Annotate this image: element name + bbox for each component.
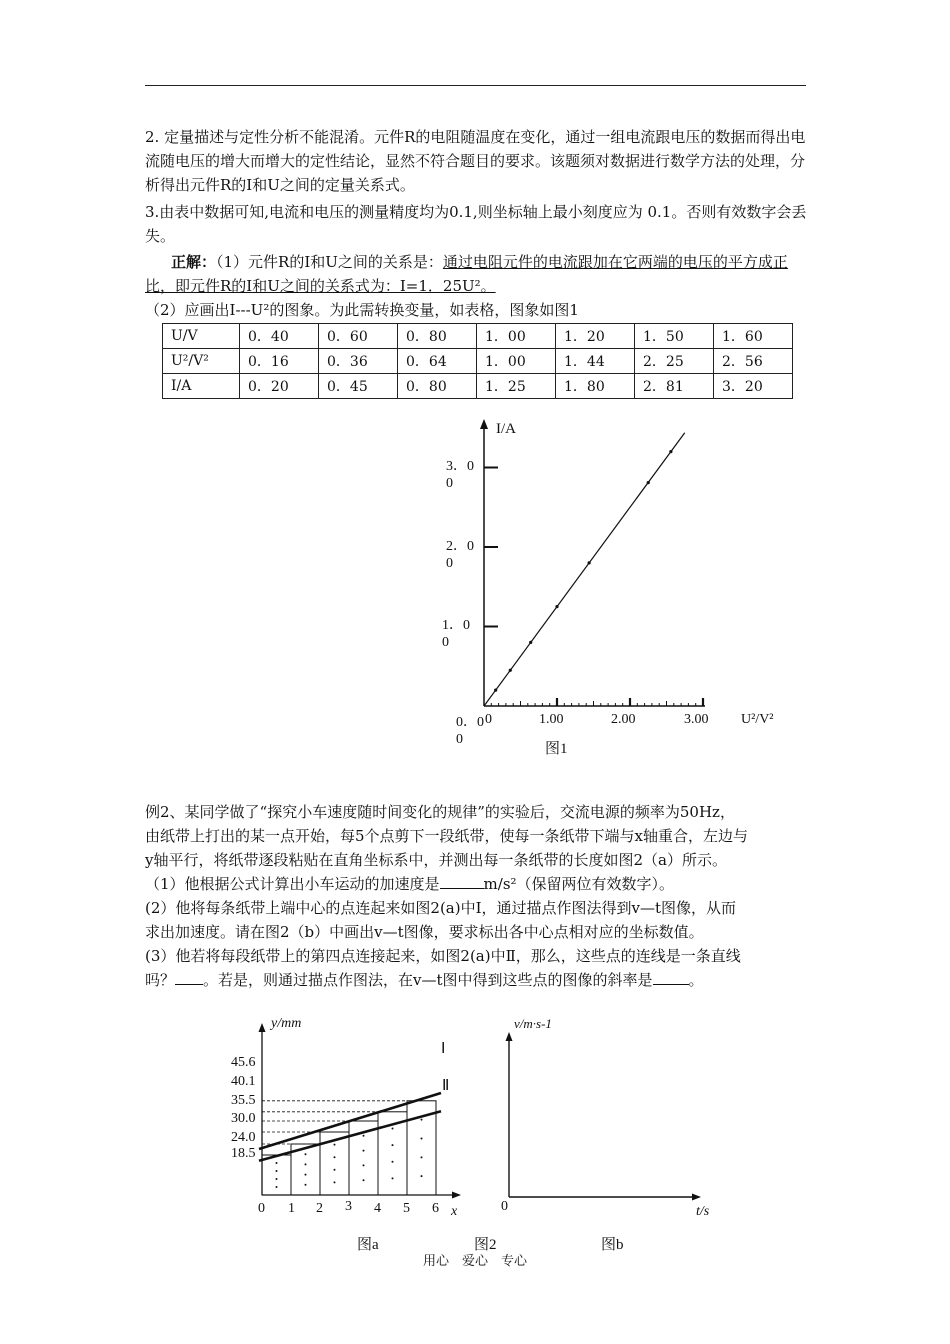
analysis-point-2-text: 2. 定量描述与定性分析不能混淆。元件R的电阻随温度在变化，通过一组电流跟电压的数据而得出电流随电压的增大而增大的定性结论，显然不符合题目的要求。该题须对数据进行数学方法的处理，分析得出元件R的I和U之间的定量关系式。 [145, 128, 806, 194]
figure-1-fit-line [484, 433, 685, 706]
figure-2a-line-1 [259, 1093, 441, 1149]
table-cell: 2．56 [714, 349, 793, 374]
table-cell: 0．80 [398, 374, 477, 399]
analysis-point-2 [145, 125, 810, 197]
question-3-blank-2[interactable] [653, 970, 689, 985]
figure-2a-tape-dot [334, 1156, 336, 1158]
figure-2a-y-tick-30-0: 30.0 [231, 1111, 256, 1126]
figure-2a-drawing [259, 1023, 462, 1199]
figure-2a-tape-dot [421, 1119, 423, 1121]
table-row-header: I/A [163, 374, 240, 399]
analysis-point-3-text: 3.由表中数据可知,电流和电压的测量精度均为0.1,则坐标轴上最小刻度应为 0.1。否则有效数字会丢失。 [145, 203, 807, 245]
figure-1-data-point [529, 641, 532, 644]
table-cell: 0．36 [319, 349, 398, 374]
figure-1-data-point [669, 450, 672, 453]
figure-2a-line-label-1: Ⅰ [441, 1041, 446, 1057]
figure-2b-caption: 图b [601, 1237, 624, 1253]
example-2-line-2: 由纸带上打出的某一点开始，每5个点剪下一段纸带，使每一条纸带下端与x轴重合，左边与 [145, 827, 749, 845]
figure-1-fit-line-segment [484, 433, 685, 706]
question-3-blank-1[interactable] [175, 970, 203, 985]
example-2-line-1: 例2、某同学做了“探究小车速度随时间变化的规律”的实验后，交流电源的频率为50Hz， [145, 803, 735, 821]
table-cell: 2．81 [635, 374, 714, 399]
question-1-blank[interactable] [440, 874, 484, 889]
figure-2a-tape-strip [262, 1155, 291, 1195]
solution-part-2 [145, 298, 810, 322]
figure-2a-tape-dot [421, 1137, 423, 1139]
figure-1-y-tick-1: 1．0 0 [442, 618, 470, 650]
solution-part-2-text: （2）应画出I---U²的图象。为此需转换变量，如表格，图象如图1 [145, 301, 579, 319]
header-rule [145, 85, 806, 86]
figure-2a-x-tick-6: 6 [432, 1201, 439, 1216]
figure-2a-tape-dot [392, 1127, 394, 1129]
figure-2b-chart [495, 1030, 715, 1210]
figure-2a-x-tick-4: 4 [374, 1201, 381, 1216]
table-cell: 0．40 [240, 324, 319, 349]
question-3-text-b: 。若是，则通过描点作图法，在v—t图中得到这些点的图像的斜率是 [203, 971, 653, 989]
table-cell: 0．16 [240, 349, 319, 374]
figure-1-x-tick-1: 1.00 [539, 712, 564, 727]
question-2-line-2: 求出加速度。请在图2（b）中画出v—t图像，要求标出各中心点相对应的坐标数值。 [145, 923, 704, 941]
table-row [163, 349, 793, 374]
table-cell: 3．20 [714, 374, 793, 399]
figure-2a-chart [225, 1015, 475, 1225]
solution-part-1-prefix: （1）元件R的I和U之间的关系是： [216, 253, 443, 271]
table-cell: 0．20 [240, 374, 319, 399]
figure-2a-tape-dot [392, 1161, 394, 1163]
table-cell: 0．60 [319, 324, 398, 349]
figure-2a-x-tick-5: 5 [403, 1201, 410, 1216]
figure-1-chart [430, 415, 800, 760]
table-cell: 1．00 [477, 349, 556, 374]
figure-1-y-arrow [480, 419, 488, 429]
figure-2a-x-label: x [451, 1204, 458, 1219]
figure-2a-y-arrow [259, 1023, 266, 1032]
figure-2a-tape-dot [276, 1162, 278, 1164]
solution-part-1-answer: 通过电阻元件的电流跟加在它两端的电压的平方成正比，即元件R的I和U之间的关系式为：I=1．25U²。 [145, 253, 788, 295]
question-3-line-1: (3）他若将每段纸带上的第四点连接起来，如图2(a)中Ⅱ，那么，这些点的连线是一条直线 [145, 947, 741, 965]
question-1-text: （1）他根据公式计算出小车运动的加速度是 [145, 875, 440, 893]
figure-2a-caption: 图a [357, 1237, 379, 1253]
question-3-text-a: 吗？ [145, 971, 176, 989]
question-3-text-c: 。 [688, 971, 704, 989]
figure-2a-tape-dot [392, 1177, 394, 1179]
figure-1-axes [480, 419, 705, 706]
question-1 [145, 872, 815, 896]
table-row [163, 324, 793, 349]
figure-2a-tape-dot [363, 1135, 365, 1137]
table-cell: 2．25 [635, 349, 714, 374]
table-cell: 1．50 [635, 324, 714, 349]
example-2-line-3: y轴平行，将纸带逐段粘贴在直角坐标系中，并测出每一条纸带的长度如图2（a）所示。 [145, 851, 727, 869]
figure-2a-line-2 [259, 1111, 441, 1161]
figure-2a-x-tick-3: 3 [345, 1199, 352, 1214]
figure-2a-tape-dot [392, 1144, 394, 1146]
figure-2a-y-tick-35-5: 35.5 [231, 1093, 256, 1108]
figure-2b-y-arrow [506, 1032, 513, 1041]
figure-1-data-point [494, 689, 497, 692]
figure-2a-y-tick-45-6: 45.6 [231, 1055, 256, 1070]
figure-2a-tape-dot [363, 1164, 365, 1166]
figure-1-data-point [647, 481, 650, 484]
table-row-header: U/V [163, 324, 240, 349]
figure-2a-tape-dot [276, 1178, 278, 1180]
figure-2b-origin-label: 0 [501, 1199, 508, 1214]
figure-2a-tape-dot [305, 1174, 307, 1176]
question-1-unit: m/s²（保留两位有效数字）。 [483, 875, 675, 893]
table-cell: 1．44 [556, 349, 635, 374]
table-cell: 1．25 [477, 374, 556, 399]
figure-2a-x-arrow [452, 1192, 461, 1199]
figure-2a-tape-dot [276, 1186, 278, 1188]
figure-1-data-point [509, 669, 512, 672]
figure-1-y-tick-2: 2．0 0 [446, 539, 474, 571]
figure-1-x-label: U²/V² [741, 712, 774, 727]
table-cell: 1．60 [714, 324, 793, 349]
figure-2a-tape-dot [305, 1184, 307, 1186]
figure-2a-tape-dot [421, 1156, 423, 1158]
figure-1-x-tick-2: 2.00 [611, 712, 636, 727]
figure-2a-tape-dot [363, 1179, 365, 1181]
table-cell: 1．80 [556, 374, 635, 399]
solution-label: 正解： [171, 253, 217, 271]
analysis-point-3 [145, 200, 810, 248]
figure-1-caption: 图1 [545, 741, 568, 757]
figure-1-data-point [555, 605, 558, 608]
figure-2a-y-tick-40-1: 40.1 [231, 1074, 256, 1089]
data-table [162, 323, 793, 399]
table-row-header: U²/V² [163, 349, 240, 374]
figure-2a-x-tick-1: 1 [288, 1201, 295, 1216]
figure-2a-y-tick-18-5: 18.5 [231, 1146, 256, 1161]
question-3-line-2 [145, 968, 815, 992]
figure-2a-tape-dot [305, 1163, 307, 1165]
table-cell: 1．00 [477, 324, 556, 349]
solution-part-1 [145, 250, 810, 298]
figure-2a-tape-dot [305, 1153, 307, 1155]
footer-text: 用心 爱心 专心 [423, 1253, 528, 1268]
figure-2a-y-label: y/mm [271, 1016, 302, 1031]
figure-2a-y-tick-24-0: 24.0 [231, 1130, 256, 1145]
figure-1-x-tick-0: 0 [485, 712, 492, 727]
figure-2a-tape-dot [334, 1181, 336, 1183]
figure-2a-tape-dot [421, 1175, 423, 1177]
figure-2a-line-label-2: Ⅱ [442, 1078, 450, 1094]
table-row [163, 374, 793, 399]
table-cell: 1．20 [556, 324, 635, 349]
figure-1-data-point [588, 561, 591, 564]
table-cell: 0．45 [319, 374, 398, 399]
figure-2a-tape-dot [334, 1169, 336, 1171]
figure-1-y-tick-3: 3．0 0 [446, 459, 474, 491]
figure-2a-tape-dot [276, 1170, 278, 1172]
figure-2a-x-tick-0: 0 [258, 1201, 265, 1216]
figure-2a-tape-dot [363, 1150, 365, 1152]
figure-2a-x-tick-2: 2 [316, 1201, 323, 1216]
figure-2a-tape-dot [334, 1144, 336, 1146]
figure-1-x-tick-3: 3.00 [684, 712, 709, 727]
example-2 [145, 800, 815, 992]
figure-2-caption: 图2 [474, 1237, 497, 1253]
question-2-line-1: (2）他将每条纸带上端中心的点连起来如图2(a)中Ⅰ，通过描点作图法得到v—t图像，从而 [145, 899, 737, 917]
figure-2b-y-label: v/m·s-1 [514, 1016, 552, 1031]
figure-2b-x-arrow [692, 1194, 701, 1201]
table-cell: 0．64 [398, 349, 477, 374]
table-cell: 0．80 [398, 324, 477, 349]
figure-1-y-label: I/A [496, 421, 516, 437]
figure-1-origin-label: 0．0 0 [456, 715, 484, 747]
figure-2b-x-label: t/s [696, 1204, 710, 1219]
